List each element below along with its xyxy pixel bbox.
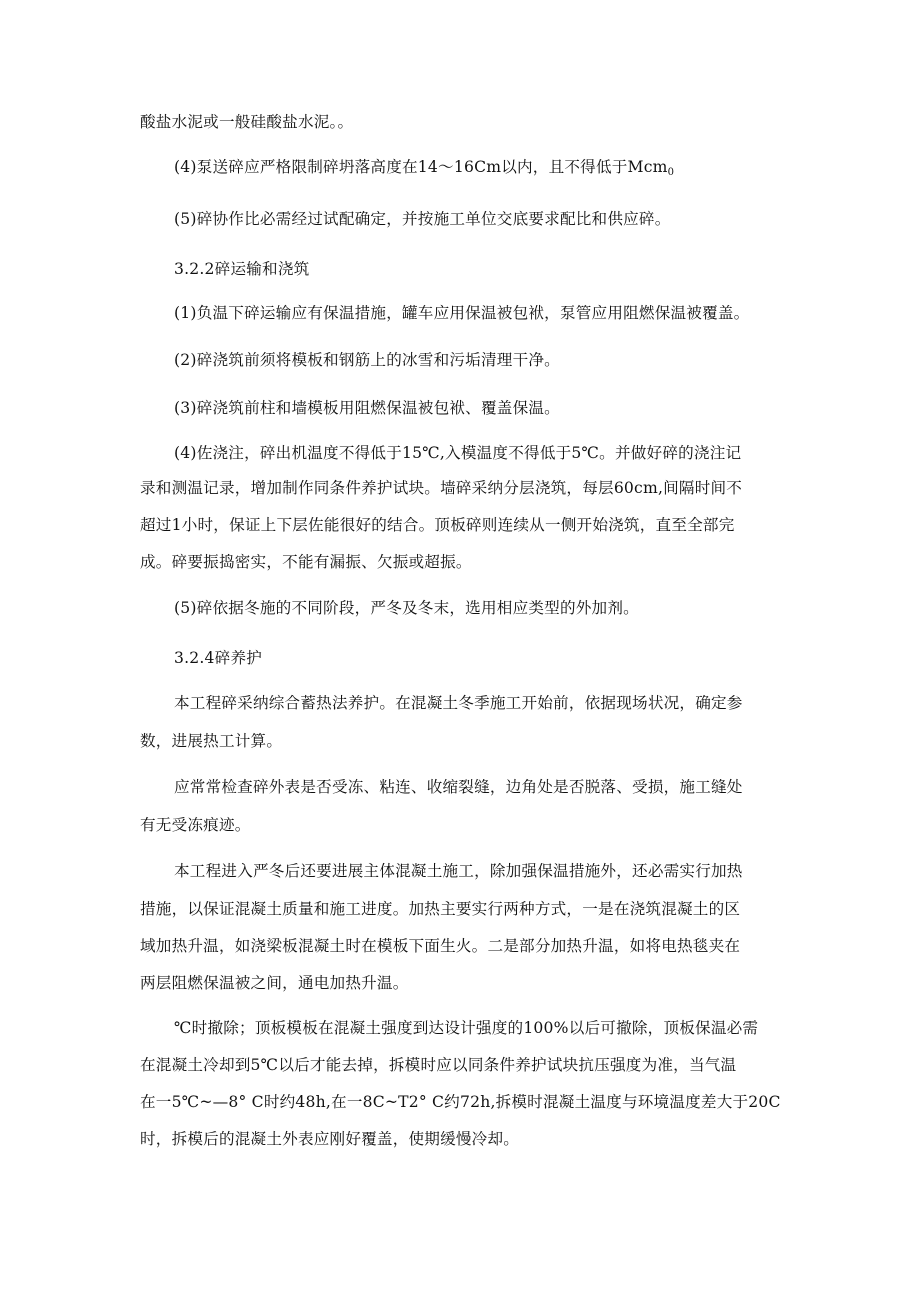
text-line: 超过1小时，保证上下层佐能很好的结合。顶板碎则连续从一侧开始浇筑，直至全部完 — [140, 516, 735, 534]
text-line: 域加热升温，如浇梁板混凝土时在模板下面生火。二是部分加热升温，如将电热毯夹在 — [140, 937, 741, 955]
text-line: 两层阻燃保温被之间，通电加热升温。 — [140, 974, 409, 992]
text-line: 数，进展热工计算。 — [140, 732, 283, 750]
text-line: 在混凝土冷却到5℃以后才能去掉，拆模时应以同条件养护试块抗压强度为准，当气温 — [140, 1056, 737, 1074]
text-line: 应常常检查碎外表是否受冻、粘连、收缩裂缝，边角处是否脱落、受损，施工缝处 — [174, 778, 743, 796]
text-line: 时，拆模后的混凝土外表应刚好覆盖，使期缓慢冷却。 — [140, 1130, 520, 1148]
text-line: (5)碎协作比必需经过试配确定，并按施工单位交底要求配比和供应碎。 — [174, 210, 671, 228]
subscript: 0 — [667, 167, 675, 178]
text-line: 酸盐水泥或一般硅酸盐水泥。。 — [140, 113, 354, 131]
text-line: 录和测温记录，增加制作同条件养护试块。墙碎采纳分层浇筑，每层60cm,间隔时间不 — [140, 479, 743, 497]
text-line: 有无受冻痕迹。 — [140, 816, 251, 834]
section-heading: 3.2.4碎养护 — [174, 649, 263, 667]
text-line: (5)碎依据冬施的不同阶段，严冬及冬末，选用相应类型的外加剂。 — [174, 599, 639, 617]
text-line: (4)佐浇注，碎出机温度不得低于15℃,入模温度不得低于5℃。并做好碎的浇注记 — [174, 444, 742, 462]
text-line: 措施，以保证混凝土质量和施工进度。加热主要实行两种方式，一是在浇筑混凝土的区 — [140, 900, 741, 918]
text-span: (4)泵送碎应严格限制碎坍落高度在14～16Cm以内，且不得低于Mcm — [174, 158, 668, 176]
text-line: (3)碎浇筑前柱和墙模板用阻燃保温被包袱、覆盖保温。 — [174, 399, 560, 417]
text-line: (1)负温下碎运输应有保温措施，罐车应用保温被包袱，泵管应用阻燃保温被覆盖。 — [174, 304, 750, 322]
text-line — [174, 155, 674, 185]
text-line: (2)碎浇筑前须将模板和钢筋上的冰雪和污垢清理干净。 — [174, 351, 560, 369]
text-line: ℃时撤除；顶板模板在混凝土强度到达设计强度的100%以后可撤除，顶板保温必需 — [174, 1019, 759, 1037]
text-line: 本工程碎采纳综合蓄热法养护。在混凝土冬季施工开始前，依据现场状况，确定参 — [174, 694, 743, 712]
section-heading: 3.2.2碎运输和浇筑 — [174, 260, 310, 278]
text-line: 成。碎要振捣密实，不能有漏振、欠振或超振。 — [140, 553, 472, 571]
text-line: 本工程进入严冬后还要进展主体混凝土施工，除加强保温措施外，还必需实行加热 — [174, 862, 743, 880]
text-line: 在一5℃~—8° C时约48h,在一8C~T2° C约72h,拆模时混凝土温度与环境温度差大于20C — [140, 1093, 781, 1111]
